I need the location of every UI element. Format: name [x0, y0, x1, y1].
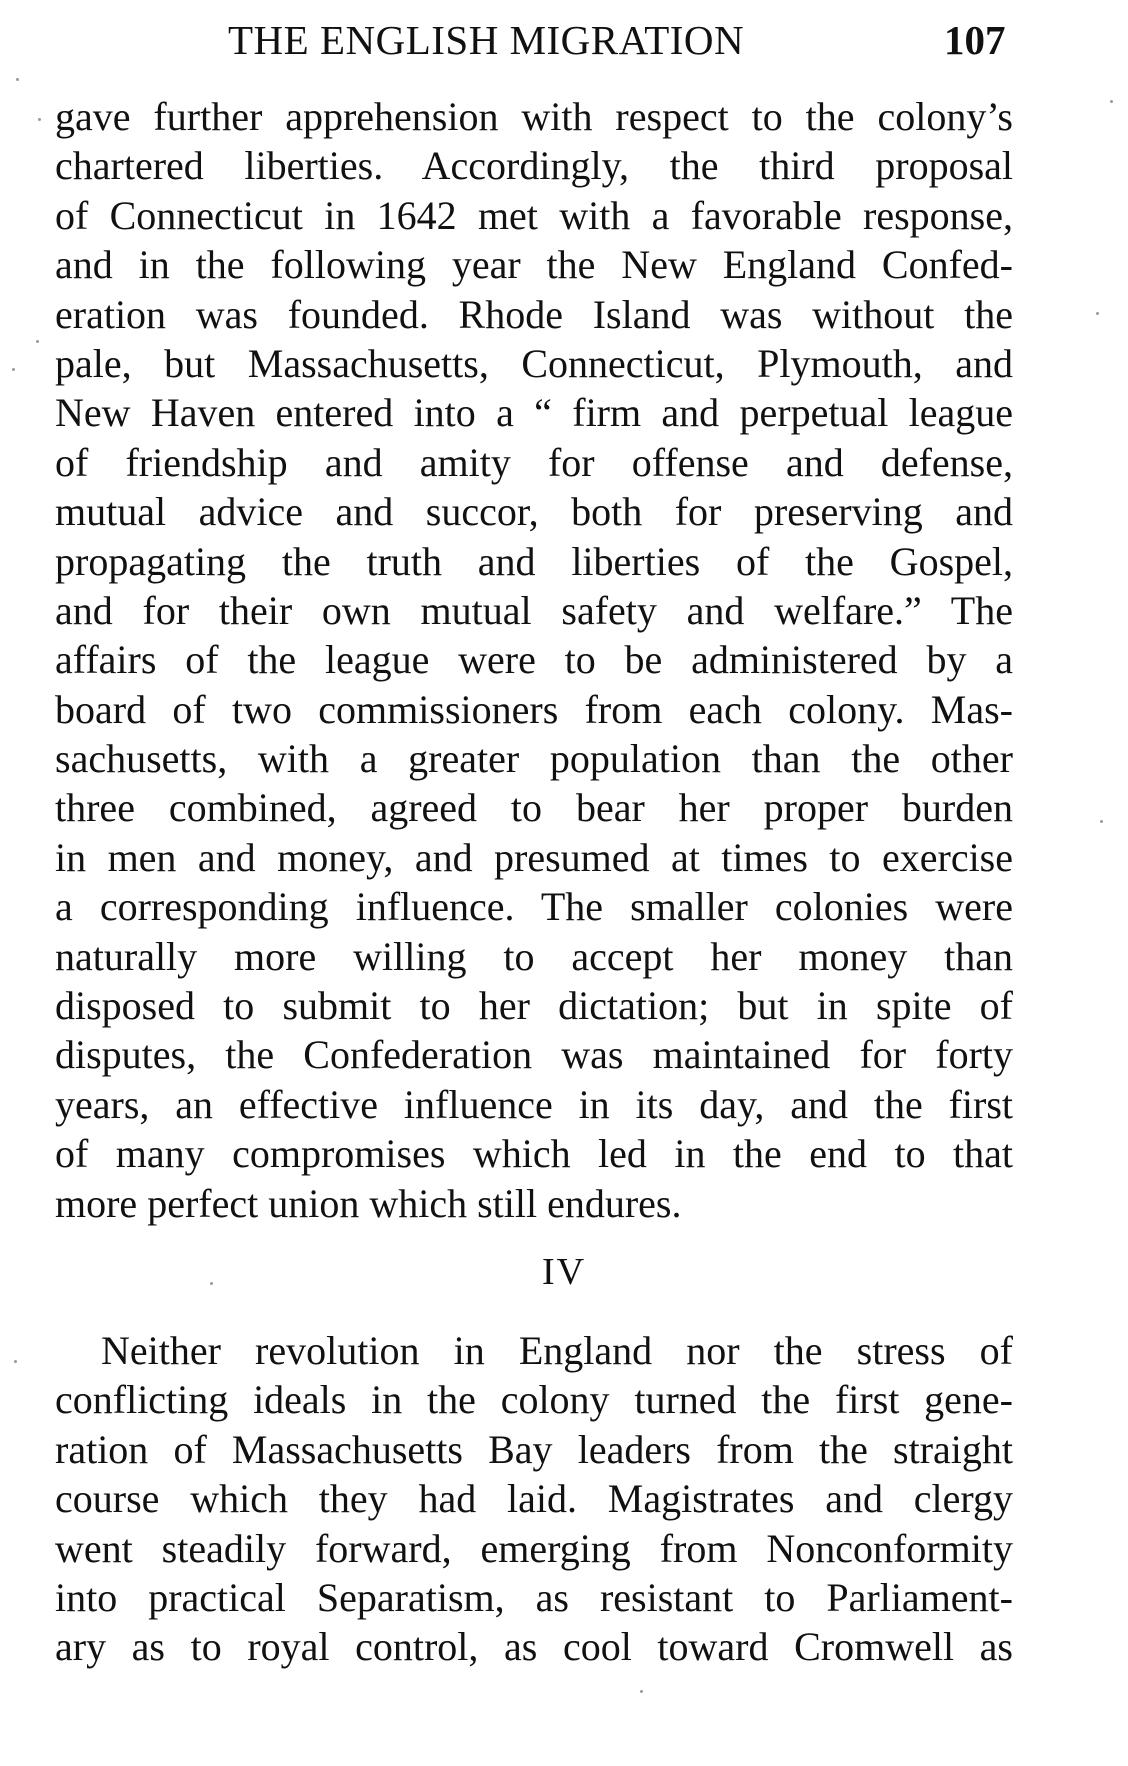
- page-number: 107: [944, 17, 1006, 63]
- scan-speck: [640, 1690, 643, 1693]
- text-line: ration of Massachusetts Bay leaders from the straight: [55, 1426, 1013, 1472]
- text-line: eration was founded. Rhode Island was without the: [55, 291, 1013, 337]
- running-head: [0, 14, 1128, 66]
- scan-speck: [38, 118, 41, 121]
- text-line: years, an effective influence in its day, and the first: [55, 1081, 1013, 1127]
- text-line: mutual advice and succor, both for preserving and: [55, 489, 1013, 535]
- text-line: affairs of the league were to be administered by a: [55, 637, 1013, 683]
- text-line: of Connecticut in 1642 met with a favorable response,: [55, 192, 1013, 238]
- text-line: of many compromises which led in the end to that: [55, 1131, 1013, 1177]
- text-line: conflicting ideals in the colony turned the first gene-: [55, 1377, 1013, 1423]
- text-line: disputes, the Confederation was maintained for forty: [55, 1032, 1013, 1078]
- text-line: chartered liberties. Accordingly, the third proposal: [55, 143, 1013, 189]
- scan-speck: [1096, 312, 1099, 315]
- text-line: ary as to royal control, as cool toward Cromwell as: [55, 1624, 1013, 1670]
- text-line: in men and money, and presumed at times to exercise: [55, 834, 1013, 880]
- text-line: sachusetts, with a greater population than the other: [55, 736, 1013, 782]
- text-line: more perfect union which still endures.: [55, 1180, 682, 1226]
- scan-speck: [16, 78, 19, 81]
- scan-speck: [14, 1360, 17, 1363]
- text-line: and in the following year the New England Confed-: [55, 242, 1013, 288]
- scan-speck: [210, 1282, 213, 1285]
- text-line: Neither revolution in England nor the stress of: [101, 1328, 1013, 1373]
- text-line: course which they had laid. Magistrates and clergy: [55, 1476, 1013, 1522]
- section-numeral: IV: [541, 1251, 587, 1293]
- scan-speck: [36, 340, 39, 343]
- text-line: pale, but Massachusetts, Connecticut, Plymouth, and: [55, 340, 1013, 386]
- text-line: into practical Separatism, as resistant to Parliament-: [55, 1574, 1013, 1620]
- text-line: a corresponding influence. The smaller colonies were: [55, 884, 1013, 930]
- text-line: New Haven entered into a “ firm and perpetual league: [55, 390, 1013, 436]
- text-line: propagating the truth and liberties of the Gospel,: [55, 538, 1013, 584]
- running-title: THE ENGLISH MIGRATION: [228, 17, 745, 63]
- paragraph-2: [55, 1326, 1013, 1672]
- scan-speck: [12, 368, 15, 371]
- text-line: three combined, agreed to bear her proper burden: [55, 785, 1013, 831]
- text-line: disposed to submit to her dictation; but in spite of: [55, 983, 1013, 1029]
- paragraph-1: [55, 92, 1013, 1228]
- text-line: went steadily forward, emerging from Nonconformity: [55, 1525, 1013, 1571]
- scan-speck: [1100, 820, 1103, 823]
- scan-speck: [1110, 100, 1113, 103]
- text-line: and for their own mutual safety and welfare.” The: [55, 587, 1013, 633]
- text-line: of friendship and amity for offense and defense,: [55, 439, 1013, 485]
- text-line: gave further apprehension with respect to the colony’s: [55, 94, 1013, 139]
- text-line: board of two commissioners from each colony. Mas-: [55, 686, 1013, 732]
- text-line: naturally more willing to accept her money than: [55, 933, 1013, 979]
